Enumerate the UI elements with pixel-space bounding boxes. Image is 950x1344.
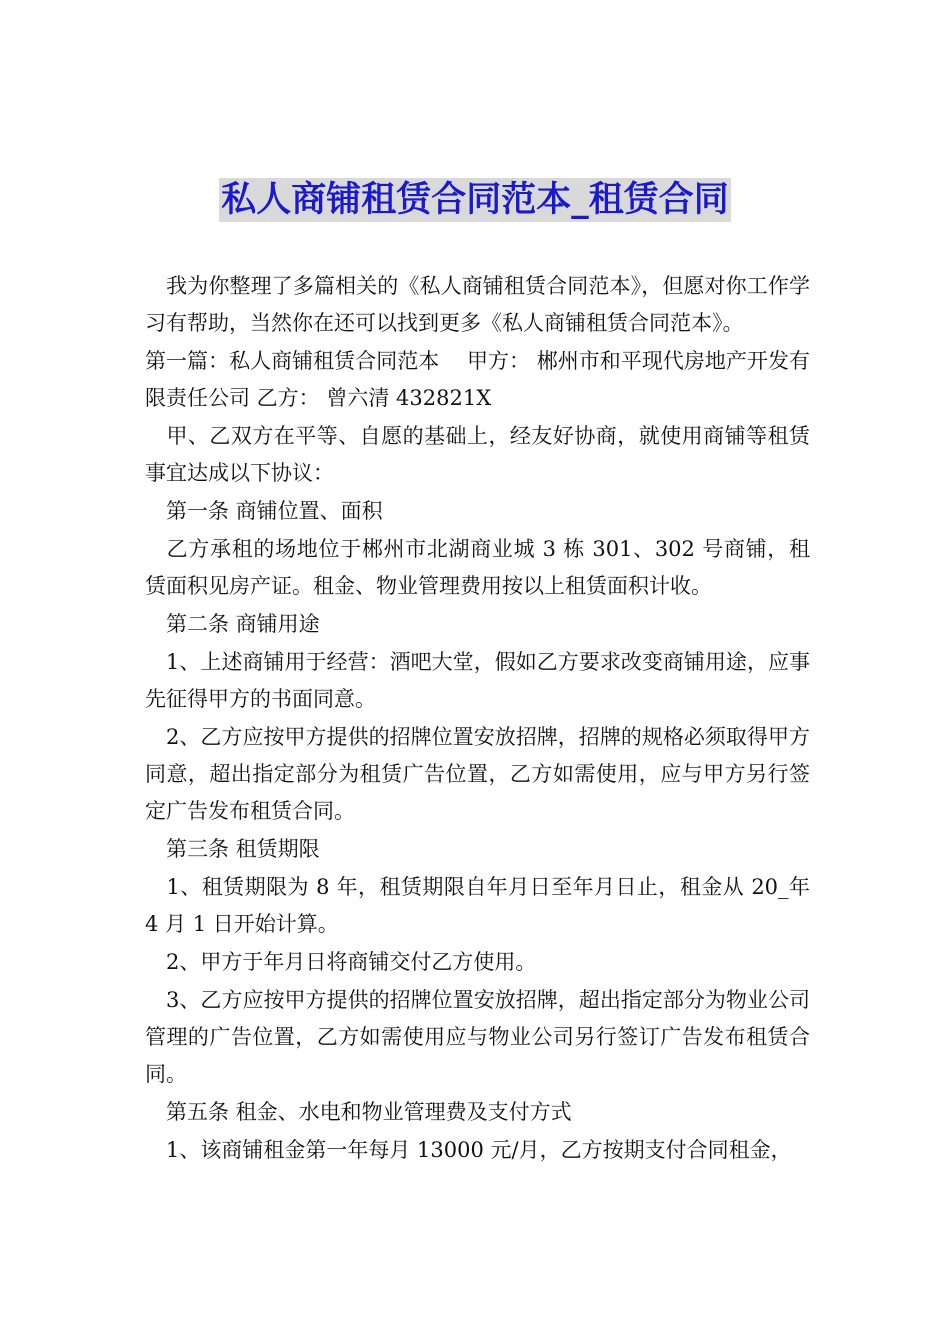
agreement-paragraph: 甲、乙双方在平等、自愿的基础上，经友好协商，就使用商铺等租赁事宜达成以下协议： bbox=[145, 424, 810, 485]
article-3-clause-1: 1、租赁期限为 8 年，租赁期限自年月日至年月日止，租金从 20_年 4 月 1 日开始计算。 bbox=[145, 875, 810, 936]
document-title: 私人商铺租赁合同范本_租赁合同 bbox=[221, 180, 729, 220]
parties-paragraph: 第一篇：私人商铺租赁合同范本 甲方： 郴州市和平现代房地产开发有限责任公司 乙方： 曾六清 432821X bbox=[145, 349, 810, 410]
article-3-clause-2: 2、甲方于年月日将商铺交付乙方使用。 bbox=[145, 950, 537, 974]
article-2-heading: 第二条 商铺用途 bbox=[145, 612, 320, 636]
document-body bbox=[145, 268, 810, 1169]
article-1-heading: 第一条 商铺位置、面积 bbox=[145, 499, 383, 523]
intro-paragraph: 我为你整理了多篇相关的《私人商铺租赁合同范本》，但愿对你工作学习有帮助，当然你在还可以找到更多《私人商铺租赁合同范本》。 bbox=[145, 274, 810, 335]
article-5-clause-1: 1、该商铺租金第一年每月 13000 元/月，乙方按期支付合同租金， bbox=[145, 1138, 792, 1162]
title-container bbox=[0, 178, 950, 222]
article-3-heading: 第三条 租赁期限 bbox=[145, 837, 320, 861]
article-1-body: 乙方承租的场地位于郴州市北湖商业城 3 栋 301、302 号商铺，租赁面积见房产证。租金、物业管理费用按以上租赁面积计收。 bbox=[145, 537, 810, 598]
article-5-heading: 第五条 租金、水电和物业管理费及支付方式 bbox=[145, 1100, 572, 1124]
article-2-clause-2: 2、乙方应按甲方提供的招牌位置安放招牌，招牌的规格必须取得甲方同意，超出指定部分为租赁广告位置，乙方如需使用，应与甲方另行签定广告发布租赁合同。 bbox=[145, 725, 810, 823]
article-3-clause-3: 3、乙方应按甲方提供的招牌位置安放招牌，超出指定部分为物业公司管理的广告位置，乙方如需使用应与物业公司另行签订广告发布租赁合同。 bbox=[145, 988, 810, 1086]
article-2-clause-1: 1、上述商铺用于经营：酒吧大堂，假如乙方要求改变商铺用途，应事先征得甲方的书面同意。 bbox=[145, 650, 810, 711]
